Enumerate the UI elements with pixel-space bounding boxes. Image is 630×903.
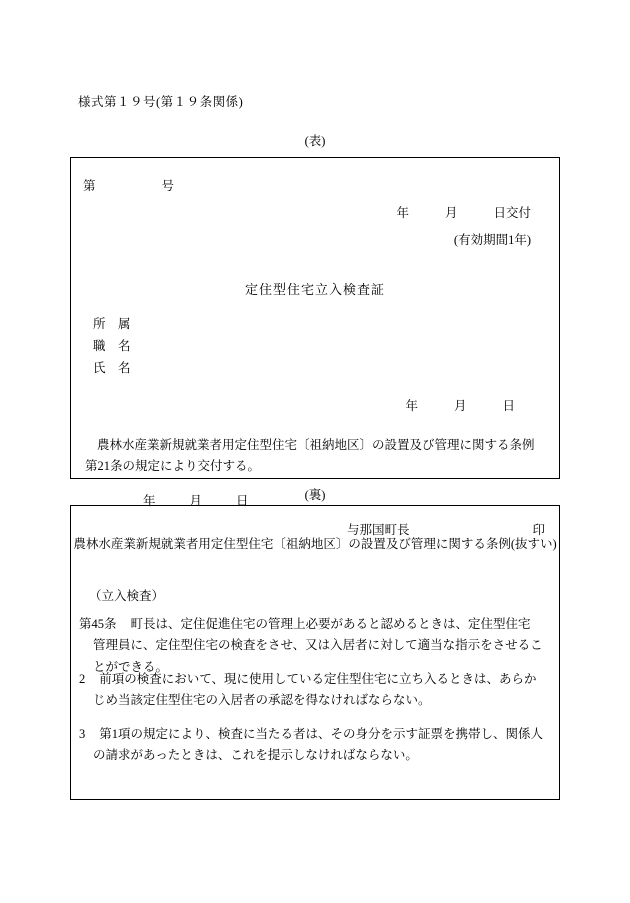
issue-day-label: 日交付 — [493, 206, 531, 220]
back-title: 農林水産業新規就業者用定住型住宅〔祖納地区〕の設置及び管理に関する条例(抜すい) — [73, 537, 557, 551]
field-affiliation: 所 属 — [93, 317, 131, 331]
front-paragraph — [85, 435, 545, 476]
second-date-day: 日 — [502, 399, 515, 413]
front-certificate-box — [70, 157, 560, 537]
second-date-year: 年 — [405, 399, 418, 413]
second-date-row — [405, 396, 515, 416]
field-name: 氏 名 — [93, 361, 131, 375]
issue-year-label: 年 — [396, 206, 409, 220]
back-section-heading: （立入検査） — [89, 589, 165, 603]
article-clause-3 — [79, 724, 543, 767]
third-date-day: 日 — [236, 494, 249, 508]
front-paragraph-text: 農林水産業新規就業者用定住型住宅〔祖納地区〕の設置及び管理に関する条例第21条の規定により交付する。 — [85, 438, 535, 473]
issue-month-label: 月 — [444, 206, 458, 220]
field-position: 職 名 — [93, 339, 131, 353]
issue-date-row — [396, 203, 531, 223]
issuer-name: 与那国町長 — [347, 523, 410, 537]
back-side-label: (裏) — [304, 488, 326, 502]
article-clause-3-number: 3 — [79, 727, 86, 741]
article-45-number: 第45条 — [79, 617, 117, 631]
second-date-month: 月 — [453, 399, 467, 413]
certificate-number-suffix: 号 — [161, 179, 175, 193]
third-date-month: 月 — [189, 494, 203, 508]
validity-period: (有効期間1年) — [453, 233, 531, 247]
back-regulation-box — [70, 505, 560, 800]
certificate-title: 定住型住宅立入検査証 — [244, 282, 385, 297]
article-45-text: 町長は、定住促進住宅の管理上必要があると認めるときは、定住型住宅管理員に、定住型住宅の検査をさせ、又は入居者に対して適当な指示をさせることができる。 — [93, 617, 543, 674]
seal-mark: 印 — [532, 523, 545, 537]
article-clause-2 — [79, 669, 543, 712]
front-side-label: (表) — [304, 134, 326, 148]
certificate-number-label: 第 — [83, 179, 96, 193]
holder-fields — [93, 314, 131, 380]
third-date-year: 年 — [143, 494, 156, 508]
article-clause-2-number: 2 — [79, 672, 86, 686]
form-number: 様式第１９号(第１９条関係) — [78, 95, 244, 109]
certificate-number-row — [83, 176, 174, 196]
article-clause-2-text: 前項の検査において、現に使用している定住型住宅に立ち入るときは、あらかじめ当該定住型住宅の入居者の承認を得なければならない。 — [93, 672, 537, 708]
article-clause-3-text: 第1項の規定により、検査に当たる者は、その身分を示す証票を携帯し、関係人の請求があったときは、これを提示しなければならない。 — [93, 727, 544, 763]
